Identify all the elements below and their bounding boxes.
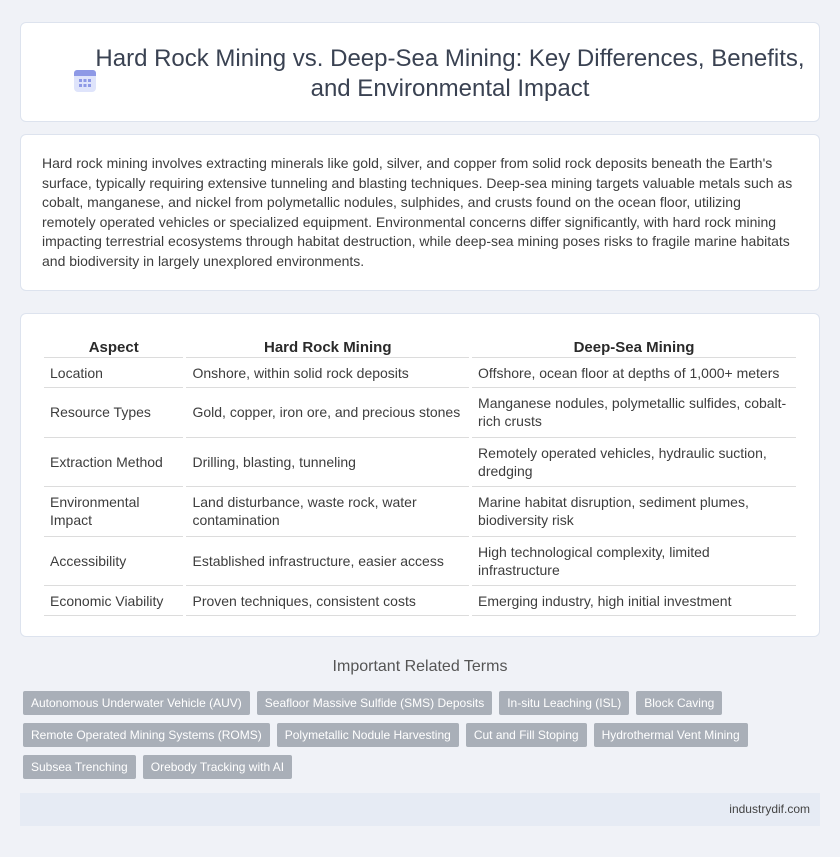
deep-sea-cell: Marine habitat disruption, sediment plumes, biodiversity risk	[472, 487, 796, 537]
aspect-cell: Environmental Impact	[44, 487, 183, 537]
comparison-card	[20, 313, 820, 637]
related-term-tag[interactable]: Autonomous Underwater Vehicle (AUV)	[23, 691, 250, 715]
deep-sea-cell: Offshore, ocean floor at depths of 1,000+ meters	[472, 358, 796, 388]
related-terms-list	[23, 691, 803, 779]
hard-rock-cell: Gold, copper, iron ore, and precious stones	[186, 388, 469, 438]
related-term-tag[interactable]: Seafloor Massive Sulfide (SMS) Deposits	[257, 691, 492, 715]
page-title: Hard Rock Mining vs. Deep-Sea Mining: Key Differences, Benefits, and Environmental Impact	[95, 45, 805, 102]
table-row	[44, 537, 796, 587]
aspect-cell: Resource Types	[44, 388, 183, 438]
table-row	[44, 586, 796, 616]
intro-paragraph: Hard rock mining involves extracting minerals like gold, silver, and copper from solid rock deposits beneath the Earth's surface, typically requiring extensive tunneling and blasting techniques. Deep-sea mining targets valuable metals such as cobalt, manganese, and nickel from polymetallic nodules, sulphides, and crusts found on the ocean floor, utilizing remotely operated vehicles or specialized equipment. Environmental concerns differ significantly, with hard rock mining impacting terrestrial ecosystems through habitat destruction, while deep-sea mining poses risks to fragile marine habitats and biodiversity in largely unexplored environments.	[42, 155, 793, 269]
aspect-cell: Location	[44, 358, 183, 388]
deep-sea-cell: Emerging industry, high initial investment	[472, 586, 796, 616]
related-term-tag[interactable]: Block Caving	[636, 691, 722, 715]
hard-rock-cell: Land disturbance, waste rock, water contamination	[186, 487, 469, 537]
hard-rock-cell: Proven techniques, consistent costs	[186, 586, 469, 616]
deep-sea-cell: Manganese nodules, polymetallic sulfides, cobalt-rich crusts	[472, 388, 796, 438]
related-term-tag[interactable]: Polymetallic Nodule Harvesting	[277, 723, 459, 747]
comparison-table	[41, 336, 799, 616]
deep-sea-cell: High technological complexity, limited infrastructure	[472, 537, 796, 587]
table-row	[44, 388, 796, 438]
table-row	[44, 487, 796, 537]
table-header-row	[44, 336, 796, 358]
footer-site-link[interactable]: industrydif.com	[729, 802, 810, 816]
deep-sea-cell: Remotely operated vehicles, hydraulic suction, dredging	[472, 438, 796, 488]
hard-rock-cell: Drilling, blasting, tunneling	[186, 438, 469, 488]
aspect-cell: Extraction Method	[44, 438, 183, 488]
related-terms-title: Important Related Terms	[332, 658, 508, 675]
header-aspect: Aspect	[44, 336, 183, 358]
hard-rock-cell: Established infrastructure, easier access	[186, 537, 469, 587]
related-term-tag[interactable]: Hydrothermal Vent Mining	[594, 723, 748, 747]
hard-rock-cell: Onshore, within solid rock deposits	[186, 358, 469, 388]
table-row	[44, 438, 796, 488]
header-deep-sea: Deep-Sea Mining	[472, 336, 796, 358]
header-hard-rock: Hard Rock Mining	[186, 336, 469, 358]
related-term-tag[interactable]: Remote Operated Mining Systems (ROMS)	[23, 723, 270, 747]
related-term-tag[interactable]: Orebody Tracking with AI	[143, 755, 292, 779]
related-term-tag[interactable]: Cut and Fill Stoping	[466, 723, 587, 747]
aspect-cell: Economic Viability	[44, 586, 183, 616]
intro-card	[20, 134, 820, 291]
aspect-cell: Accessibility	[44, 537, 183, 587]
related-term-tag[interactable]: In-situ Leaching (ISL)	[499, 691, 629, 715]
related-term-tag[interactable]: Subsea Trenching	[23, 755, 136, 779]
footer-bar	[20, 793, 820, 826]
table-row	[44, 358, 796, 388]
